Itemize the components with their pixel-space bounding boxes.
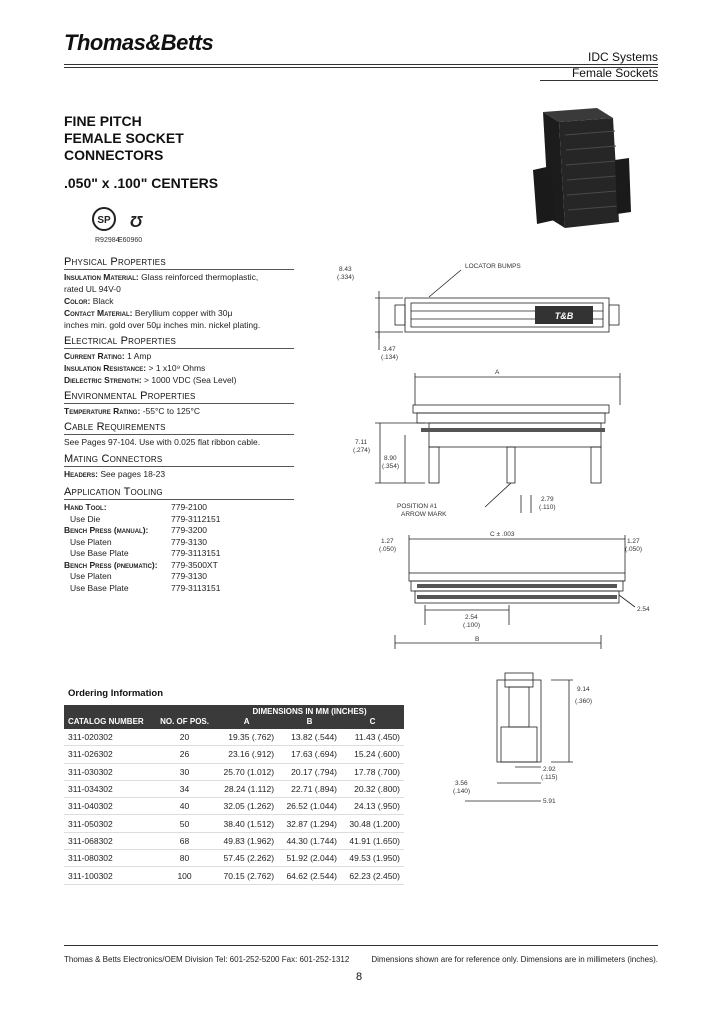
table-row: 311-040302 40 32.05 (1.262) 26.52 (1.044) 24.13 (.950) bbox=[64, 798, 404, 815]
header-rule bbox=[64, 64, 658, 65]
dim-text: (.360) bbox=[575, 698, 592, 705]
physical-heading: Physical Properties bbox=[64, 256, 166, 268]
dim-text: (.134) bbox=[381, 354, 398, 361]
col-positions: NO. OF POS. bbox=[154, 716, 215, 729]
tooling-value: 779-3130 bbox=[171, 536, 207, 547]
ordering-title: Ordering Information bbox=[68, 688, 163, 699]
title-line-3: CONNECTORS bbox=[64, 147, 164, 163]
page-number: 8 bbox=[356, 971, 363, 983]
arrow-mark-label: ARROW MARK bbox=[401, 511, 447, 518]
title-line-1: FINE PITCH bbox=[64, 113, 142, 129]
insulation-rating: rated UL 94V-0 bbox=[64, 284, 121, 294]
dim-text: 2.54 bbox=[465, 614, 478, 621]
title-line-2: FEMALE SOCKET bbox=[64, 130, 184, 146]
dim-text: 3.47 bbox=[383, 346, 396, 353]
dim-text: 2.79 bbox=[541, 496, 554, 503]
table-row: 311-068302 68 49.83 (1.962) 44.30 (1.744) 41.91 (1.650) bbox=[64, 832, 404, 849]
table-row: 311-080302 80 57.45 (2.262) 51.92 (2.044) 49.53 (1.950) bbox=[64, 850, 404, 867]
header-category-rule bbox=[540, 80, 658, 81]
dim-text: 5.91 bbox=[543, 798, 556, 805]
bottom-view-top bbox=[409, 573, 625, 581]
footer-contact: Thomas & Betts Electronics/OEM Division Tel: 601-252-5200 Fax: 601-252-1312 bbox=[64, 955, 350, 964]
tooling-heading: Application Tooling bbox=[64, 486, 163, 498]
col-c: C bbox=[341, 716, 404, 729]
section-rule bbox=[64, 403, 294, 404]
side-view-body bbox=[497, 680, 541, 762]
section-rule bbox=[64, 466, 294, 467]
tooling-value: 779-2100 bbox=[171, 502, 207, 512]
tooling-label: Use Base Plate bbox=[70, 582, 129, 593]
tooling-list bbox=[64, 502, 294, 598]
tooling-value: 779-3112151 bbox=[171, 513, 221, 524]
contact-plating: inches min. gold over 50μ inches min. nickel plating. bbox=[64, 320, 261, 330]
tooling-label: Bench Press (manual): bbox=[64, 525, 149, 535]
table-row: 311-026302 26 23.16 (.912) 17.63 (.694) 15.24 (.600) bbox=[64, 746, 404, 763]
position-label: POSITION #1 bbox=[397, 503, 438, 510]
cable-text: See Pages 97-104. Use with 0.025 flat ribbon cable. bbox=[64, 437, 261, 447]
temperature-rating: Temperature Rating: -55°C to 125°C bbox=[64, 406, 201, 416]
current-rating: Current Rating: 1 Amp bbox=[64, 351, 152, 361]
tooling-label: Use Die bbox=[70, 513, 101, 524]
dims-header: DIMENSIONS IN MM (INCHES) bbox=[215, 705, 404, 716]
environmental-heading: Environmental Properties bbox=[64, 390, 196, 402]
locator-bumps-label: LOCATOR BUMPS bbox=[465, 263, 521, 270]
dim-label-a: A bbox=[495, 369, 500, 376]
table-row: 311-050302 50 38.40 (1.512) 32.87 (1.294) 30.48 (1.200) bbox=[64, 815, 404, 832]
insulation-material: Insulation Material: Glass reinforced thermoplastic, bbox=[64, 272, 259, 282]
electrical-heading: Electrical Properties bbox=[64, 335, 177, 347]
mating-heading: Mating Connectors bbox=[64, 453, 163, 465]
table-row: 311-034302 34 28.24 (1.112) 22.71 (.894) 20.32 (.800) bbox=[64, 780, 404, 797]
dim-text: 8.43 bbox=[339, 266, 352, 273]
ul-logo-icon: Ʊ bbox=[129, 214, 143, 231]
col-a: A bbox=[215, 716, 278, 729]
brand-logo: Thomas&Betts bbox=[64, 30, 214, 55]
connector-photo bbox=[525, 100, 635, 240]
ordering-table bbox=[64, 705, 404, 885]
color: Color: Black bbox=[64, 296, 114, 306]
tooling-value: 779-3113151 bbox=[171, 582, 221, 593]
dim-text: 9.14 bbox=[577, 686, 590, 693]
mating-headers: Headers: See pages 18-23 bbox=[64, 469, 166, 479]
dim-text: 7.11 bbox=[355, 439, 368, 446]
dim-text: 2.54 bbox=[637, 606, 650, 613]
footer-rule bbox=[64, 945, 658, 946]
dielectric-strength: Dielectric Strength: > 1000 VDC (Sea Level) bbox=[64, 375, 237, 385]
title-centers: .050" x .100" CENTERS bbox=[64, 175, 219, 191]
header-subcategory: Female Sockets bbox=[571, 66, 658, 80]
brand-mark: T&B bbox=[554, 311, 574, 321]
dim-text: (.274) bbox=[353, 447, 370, 454]
dim-text: 1.27 bbox=[381, 538, 394, 545]
header-category: IDC Systems bbox=[587, 50, 658, 64]
dim-label-c: C ± .003 bbox=[490, 531, 515, 538]
dim-text: (.334) bbox=[337, 274, 354, 281]
dim-text: (.140) bbox=[453, 788, 470, 795]
insulation-resistance: Insulation Resistance: > 1 x10⁹ Ohms bbox=[64, 363, 206, 373]
footer-disclaimer: Dimensions shown are for reference only. Dimensions are in millimeters (inches). bbox=[371, 955, 658, 964]
dim-text: (.115) bbox=[541, 774, 558, 781]
tooling-label: Use Platen bbox=[70, 571, 112, 581]
front-view-top bbox=[413, 405, 609, 413]
ul-number: E60960 bbox=[118, 237, 143, 244]
section-rule bbox=[64, 348, 294, 349]
table-row: 311-030302 30 25.70 (1.012) 20.17 (.794) 17.78 (.700) bbox=[64, 763, 404, 780]
dim-text: 2.92 bbox=[543, 766, 556, 773]
tooling-value: 779-3500XT bbox=[171, 559, 218, 570]
tooling-value: 779-3200 bbox=[171, 525, 207, 535]
svg-text:SP: SP bbox=[97, 215, 111, 226]
cable-heading: Cable Requirements bbox=[64, 421, 166, 433]
dim-text: 3.56 bbox=[455, 780, 468, 787]
col-catalog: CATALOG NUMBER bbox=[64, 716, 154, 729]
tooling-value: 779-3130 bbox=[171, 571, 207, 581]
table-row: 311-020302 20 19.35 (.762) 13.82 (.544) 11.43 (.450) bbox=[64, 729, 404, 746]
tooling-label: Use Platen bbox=[70, 536, 112, 547]
dim-text: (.354) bbox=[382, 463, 399, 470]
col-b: B bbox=[278, 716, 341, 729]
section-rule bbox=[64, 434, 294, 435]
dim-text: 1.27 bbox=[627, 538, 640, 545]
tooling-value: 779-3113151 bbox=[171, 548, 221, 558]
header-rule-2 bbox=[64, 67, 658, 68]
section-rule bbox=[64, 499, 294, 500]
dim-text: (.050) bbox=[379, 546, 396, 553]
section-rule bbox=[64, 269, 294, 270]
tooling-label: Bench Press (pneumatic): bbox=[64, 559, 158, 570]
contact-material: Contact Material: Beryllium copper with 30μ bbox=[64, 308, 233, 318]
csa-number: R92984 bbox=[95, 237, 120, 244]
dim-label-b: B bbox=[475, 636, 480, 643]
tooling-label: Hand Tool: bbox=[64, 502, 107, 512]
tooling-label: Use Base Plate bbox=[70, 548, 129, 558]
table-row: 311-100302 100 70.15 (2.762) 64.62 (2.544) 62.23 (2.450) bbox=[64, 867, 404, 884]
dim-text: (.100) bbox=[463, 622, 480, 629]
dim-text: (.050) bbox=[625, 546, 642, 553]
dim-text: (.110) bbox=[539, 504, 556, 511]
dim-text: 8.90 bbox=[384, 455, 397, 462]
